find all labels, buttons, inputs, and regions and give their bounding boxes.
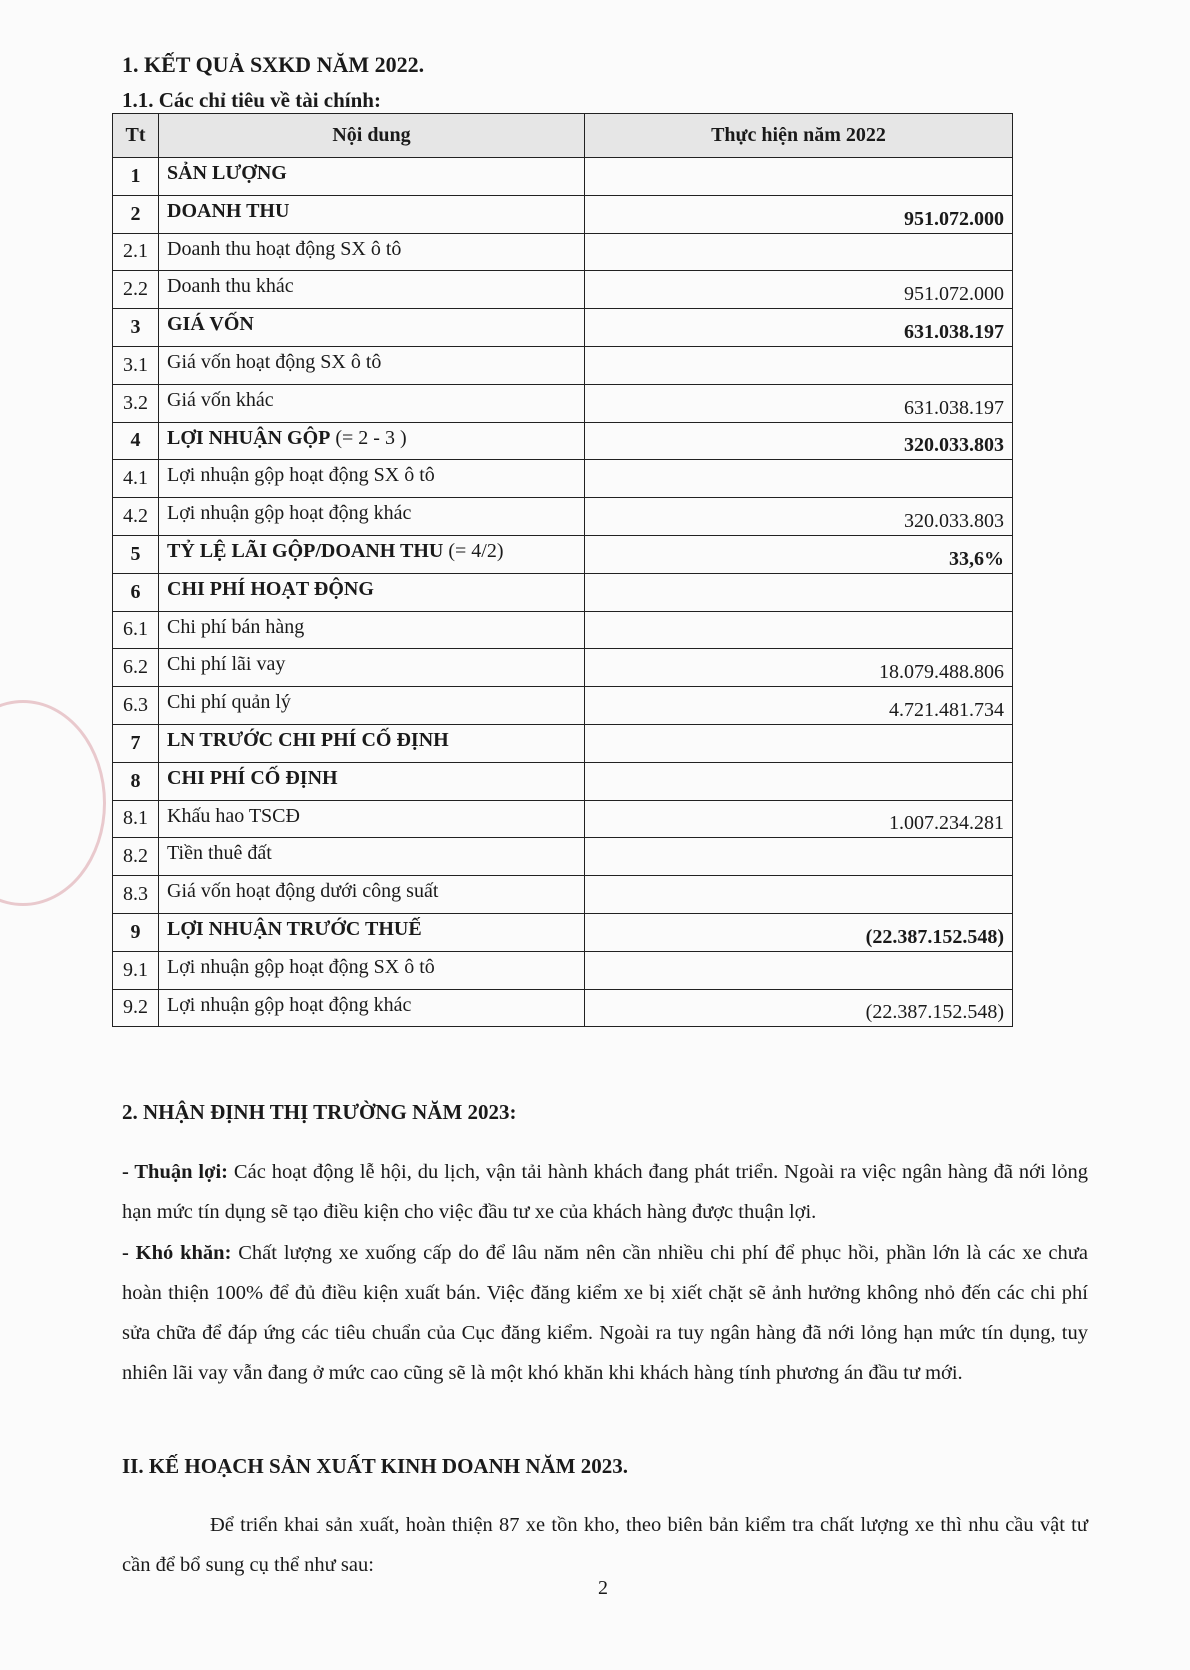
row-number: 9.1: [113, 951, 159, 989]
row-content-text: CHI PHÍ CỐ ĐỊNH: [167, 766, 338, 789]
row-content-text: Lợi nhuận gộp hoạt động khác: [167, 502, 412, 525]
header-tt: Tt: [113, 114, 159, 158]
row-value: [585, 876, 1013, 914]
row-number: 8.1: [113, 800, 159, 838]
subsection-heading: 1.1. Các chỉ tiêu về tài chính:: [122, 88, 381, 112]
row-number: 9: [113, 913, 159, 951]
page-number: 2: [598, 1577, 608, 1599]
table-header-row: [113, 114, 1013, 158]
row-content-text: Lợi nhuận gộp hoạt động khác: [167, 993, 412, 1016]
row-content-text: Khấu hao TSCĐ: [167, 804, 300, 827]
row-content-text: DOANH THU: [167, 199, 290, 222]
row-value: 320.033.803: [585, 498, 1013, 536]
row-content-text: Giá vốn khác: [167, 388, 274, 411]
section-heading-2: 2. NHẬN ĐỊNH THỊ TRƯỜNG NĂM 2023:: [122, 1100, 517, 1124]
financial-table: [112, 113, 1013, 1027]
row-content-text: Doanh thu khác: [167, 275, 294, 298]
row-number: 4: [113, 422, 159, 460]
difficulty-paragraph: [122, 1233, 1088, 1393]
row-value: [585, 460, 1013, 498]
table-row: [113, 233, 1013, 271]
row-content-text: LỢI NHUẬN TRƯỚC THUẾ: [167, 917, 422, 940]
row-value: 320.033.803: [585, 422, 1013, 460]
header-content: Nội dung: [159, 114, 585, 158]
row-value: 4.721.481.734: [585, 687, 1013, 725]
row-value: 951.072.000: [585, 271, 1013, 309]
row-content: [159, 309, 585, 347]
row-content-text: TỶ LỆ LÃI GỘP/DOANH THU: [167, 539, 444, 562]
table-row: [113, 800, 1013, 838]
row-value: 18.079.488.806: [585, 649, 1013, 687]
row-content-text: CHI PHÍ HOẠT ĐỘNG: [167, 577, 374, 600]
row-value: [585, 158, 1013, 196]
row-content-text: Tiền thuê đất: [167, 842, 272, 865]
row-content-text: Chi phí quản lý: [167, 691, 291, 714]
row-number: 6: [113, 573, 159, 611]
row-value: (22.387.152.548): [585, 913, 1013, 951]
row-value: [585, 346, 1013, 384]
row-content-text: Chi phí bán hàng: [167, 615, 305, 638]
table-row: [113, 649, 1013, 687]
row-number: 6.2: [113, 649, 159, 687]
table-row: [113, 271, 1013, 309]
table-row: [113, 762, 1013, 800]
table-row: [113, 876, 1013, 914]
row-content: [159, 989, 585, 1027]
row-content: [159, 498, 585, 536]
row-value: [585, 838, 1013, 876]
table-row: [113, 195, 1013, 233]
row-content: [159, 573, 585, 611]
table-row: [113, 498, 1013, 536]
row-value: 631.038.197: [585, 309, 1013, 347]
table-row: [113, 687, 1013, 725]
table-row: [113, 913, 1013, 951]
row-value: 1.007.234.281: [585, 800, 1013, 838]
row-number: 1: [113, 158, 159, 196]
row-number: 6.1: [113, 611, 159, 649]
table-row: [113, 309, 1013, 347]
table-row: [113, 384, 1013, 422]
row-content: [159, 687, 585, 725]
row-value: 631.038.197: [585, 384, 1013, 422]
table-row: [113, 951, 1013, 989]
row-content: [159, 535, 585, 573]
plan-paragraph: Để triển khai sản xuất, hoàn thiện 87 xe tồn kho, theo biên bản kiểm tra chất lượng xe thì nhu cầu vật tư cần để bổ sung cụ thể như sau:: [122, 1514, 1088, 1576]
row-number: 2: [113, 195, 159, 233]
row-number: 9.2: [113, 989, 159, 1027]
row-number: 3.2: [113, 384, 159, 422]
row-content-text: Giá vốn hoạt động SX ô tô: [167, 350, 382, 373]
row-content-text: Lợi nhuận gộp hoạt động SX ô tô: [167, 955, 435, 978]
row-content-text: Doanh thu hoạt động SX ô tô: [167, 237, 402, 260]
row-value: [585, 573, 1013, 611]
row-content: [159, 346, 585, 384]
row-content: [159, 611, 585, 649]
row-number: 7: [113, 724, 159, 762]
row-content-text: Lợi nhuận gộp hoạt động SX ô tô: [167, 464, 435, 487]
row-number: 8.3: [113, 876, 159, 914]
row-value: [585, 951, 1013, 989]
row-content: [159, 422, 585, 460]
row-content: [159, 913, 585, 951]
table-row: [113, 611, 1013, 649]
row-content: [159, 271, 585, 309]
row-content-text: SẢN LƯỢNG: [167, 162, 287, 184]
row-number: 8.2: [113, 838, 159, 876]
row-content: [159, 233, 585, 271]
table-body: [113, 158, 1013, 1027]
table-row: [113, 989, 1013, 1027]
row-content-text: Chi phí lãi vay: [167, 653, 286, 676]
table-row: [113, 460, 1013, 498]
row-value: (22.387.152.548): [585, 989, 1013, 1027]
row-content-text: Giá vốn hoạt động dưới công suất: [167, 880, 439, 903]
row-content: [159, 838, 585, 876]
table-row: [113, 158, 1013, 196]
table-row: [113, 422, 1013, 460]
row-content: [159, 762, 585, 800]
company-stamp: [0, 700, 106, 906]
row-number: 8: [113, 762, 159, 800]
row-value: [585, 724, 1013, 762]
row-value: [585, 611, 1013, 649]
row-content: [159, 195, 585, 233]
row-content-formula: (= 4/2): [443, 539, 504, 562]
row-number: 2.1: [113, 233, 159, 271]
row-content: [159, 158, 585, 196]
row-content-text: GIÁ VỐN: [167, 313, 254, 336]
row-content-formula: (= 2 - 3 ): [330, 426, 407, 449]
row-number: 3.1: [113, 346, 159, 384]
table-row: [113, 838, 1013, 876]
row-number: 4.2: [113, 498, 159, 536]
difficulty-label: - Khó khăn:: [122, 1242, 232, 1264]
row-content: [159, 951, 585, 989]
table-row: [113, 346, 1013, 384]
row-content: [159, 649, 585, 687]
row-content: [159, 460, 585, 498]
row-content-text: LỢI NHUẬN GỘP: [167, 426, 331, 449]
section-heading-3: II. KẾ HOẠCH SẢN XUẤT KINH DOANH NĂM 2023.: [122, 1454, 628, 1478]
difficulty-text: Chất lượng xe xuống cấp do để lâu năm nên cần nhiều chi phí để phục hồi, phần lớn là các xe chưa hoàn thiện 100% để đủ điều kiện xuất bán. Việc đăng kiểm xe bị xiết chặt sẽ ảnh hưởng không nhỏ đến các chi phí sửa chữa để đáp ứng các tiêu chuẩn của Cục đăng kiểm. Ngoài ra tuy ngân hàng đã nới lỏng hạn mức tín dụng, tuy nhiên lãi vay vẫn đang ở mức cao cũng sẽ là một khó khăn khi khách hàng tính phương án đầu tư mới.: [122, 1242, 1088, 1384]
row-content: [159, 724, 585, 762]
row-value: 951.072.000: [585, 195, 1013, 233]
row-number: 4.1: [113, 460, 159, 498]
row-content: [159, 876, 585, 914]
row-content: [159, 800, 585, 838]
table-row: [113, 535, 1013, 573]
table-row: [113, 724, 1013, 762]
advantage-text: Các hoạt động lễ hội, du lịch, vận tải hành khách đang phát triển. Ngoài ra việc ngân hàng đã nới lỏng hạn mức tín dụng sẽ tạo điều kiện cho việc đầu tư xe của khách hàng được thuận lợi.: [122, 1161, 1089, 1223]
row-number: 3: [113, 309, 159, 347]
row-value: [585, 233, 1013, 271]
row-value: 33,6%: [585, 535, 1013, 573]
row-content-text: LN TRƯỚC CHI PHÍ CỐ ĐỊNH: [167, 728, 449, 751]
header-value: Thực hiện năm 2022: [585, 114, 1013, 158]
table-row: [113, 573, 1013, 611]
row-number: 5: [113, 535, 159, 573]
row-number: 2.2: [113, 271, 159, 309]
row-number: 6.3: [113, 687, 159, 725]
section-heading-1: 1. KẾT QUẢ SXKD NĂM 2022.: [122, 52, 425, 77]
advantage-label: - Thuận lợi:: [122, 1161, 228, 1183]
row-value: [585, 762, 1013, 800]
advantage-paragraph: [122, 1152, 1088, 1232]
row-content: [159, 384, 585, 422]
